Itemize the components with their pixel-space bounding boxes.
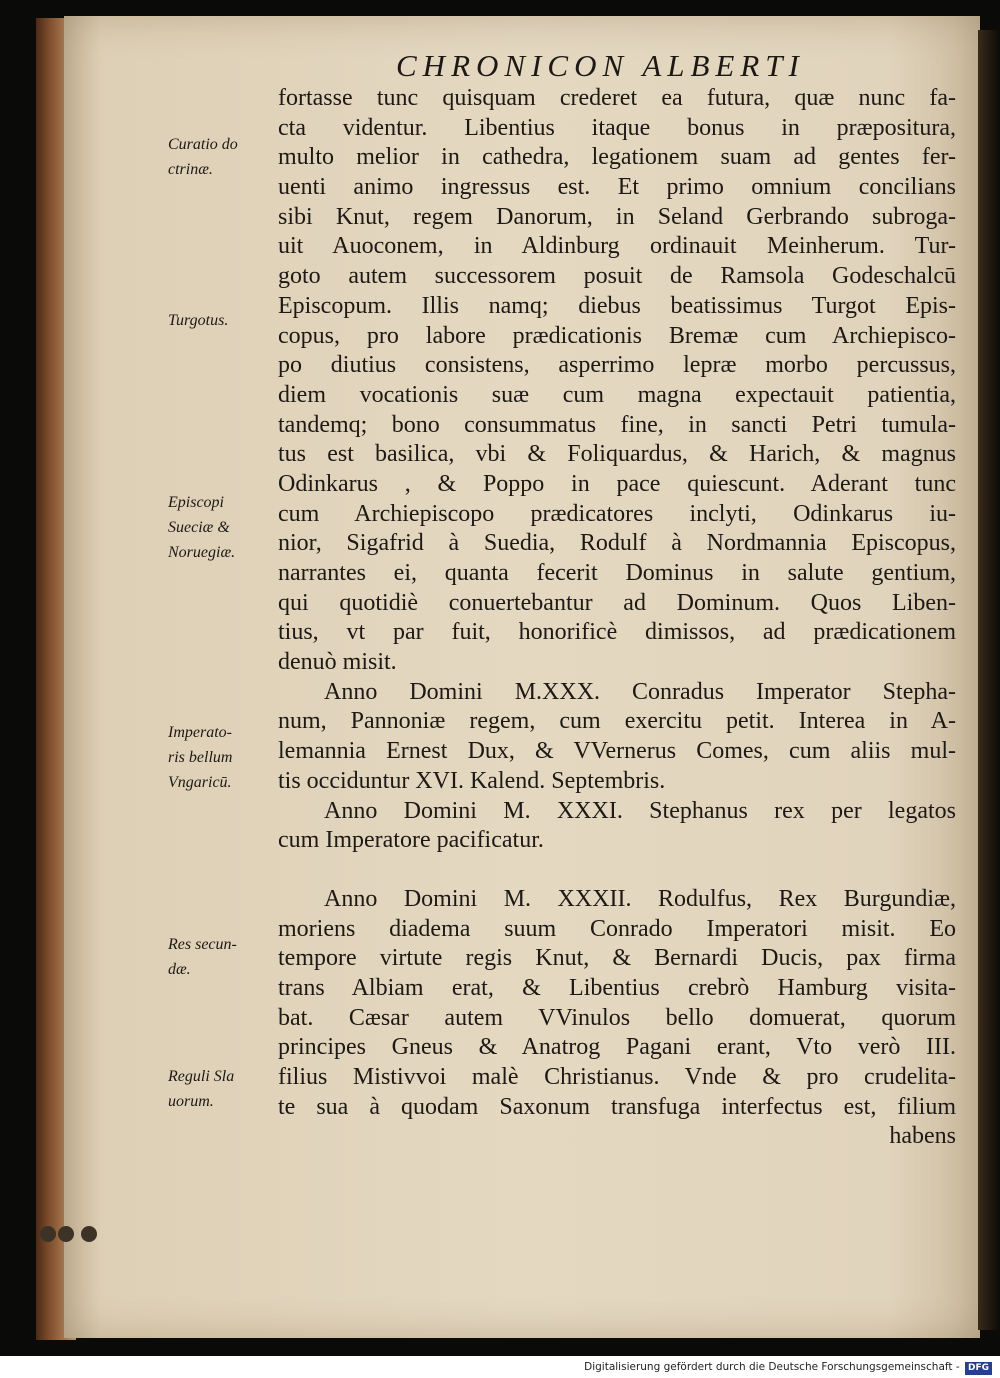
margin-note: [168, 1064, 234, 1114]
margin-note-line: Turgotus.: [168, 312, 229, 329]
margin-note-line: dæ.: [168, 961, 191, 978]
dfg-logo-icon: DFG: [965, 1362, 992, 1375]
text-line: denuò misit.: [278, 649, 397, 676]
text-line: Episcopum. Illis namq; diebus beatissimus Turgot Epis-: [278, 292, 956, 319]
text-line: trans Albiam erat, & Libentius crebrò Hamburg visita-: [278, 974, 956, 1001]
text-line: uenti animo ingressus est. Et primo omnium concilians: [278, 174, 956, 201]
margin-note-line: Imperato-: [168, 724, 232, 741]
margin-note: [168, 720, 232, 795]
text-line: uit Auoconem, in Aldinburg ordinauit Meinherum. Tur-: [278, 233, 956, 260]
text-line: po diutius consistens, asperrimo lepræ morbo percussus,: [278, 352, 956, 379]
margin-note-line: Reguli Sla: [168, 1068, 235, 1085]
margin-note-line: Vngaricū.: [168, 774, 232, 791]
text-line: tius, vt par fuit, honorificè dimissos, ad prædicationem: [278, 619, 956, 646]
text-line: filius Mistivvoi malè Christianus. Vnde & pro crudelita-: [278, 1064, 956, 1090]
running-head: CHRONICON ALBERTI: [396, 48, 805, 83]
text-line: cta videntur. Libentius itaque bonus in præpositura,: [278, 114, 956, 141]
text-line: goto autem successorem posuit de Ramsola Godeschalcū: [278, 263, 956, 290]
text-line: copus, pro labore prædicationis Bremæ cum Archiepisco-: [278, 322, 956, 349]
margin-note: [168, 308, 228, 333]
text-line: num, Pannoniæ regem, cum exercitu petit. Interea in A-: [278, 708, 956, 735]
page-right-edge: [978, 30, 1000, 1330]
text-line: nior, Sigafrid à Suedia, Rodulf à Nordmannia Episcopus,: [278, 530, 956, 557]
text-line: lemannia Ernest Dux, & VVernerus Comes, cum aliis mul-: [278, 738, 956, 765]
text-line: tus est basilica, vbi & Foliquardus, & Harich, & magnus: [278, 441, 956, 468]
text-line: principes Gneus & Anatrog Pagani erant, Vto verò III.: [278, 1034, 956, 1061]
margin-note-line: Episcopi: [168, 494, 224, 511]
text-line: bat. Cæsar autem VVinulos bello domuerat, quorum: [278, 1004, 956, 1031]
body-text: [278, 84, 956, 1152]
text-line: Anno Domini M. XXXII. Rodulfus, Rex Burgundiæ,: [324, 885, 956, 912]
margin-note-line: Curatio do: [168, 136, 238, 153]
text-line: cum Imperatore pacificatur.: [278, 827, 544, 854]
margin-note-line: uorum.: [168, 1093, 214, 1110]
text-line: tempore virtute regis Knut, & Bernardi Ducis, pax firma: [278, 945, 956, 972]
margin-note: [168, 932, 237, 982]
scan-dot-icon: [58, 1226, 74, 1242]
text-line: tis occiduntur XVI. Kalend. Septembris.: [278, 767, 666, 794]
text-line: qui quotidiè conuertebantur ad Dominum. Quos Liben-: [278, 589, 956, 616]
text-line: moriens diadema suum Conrado Imperatori misit. Eo: [278, 915, 956, 942]
text-line: Odinkarus , & Poppo in pace quiescunt. Aderant tunc: [278, 470, 956, 497]
text-line: Anno Domini M.XXX. Conradus Imperator Stepha-: [324, 678, 956, 705]
margin-note-line: Noruegiæ.: [168, 544, 236, 561]
paragraph-gap: [278, 856, 956, 885]
text-line: te sua à quodam Saxonum transfuga interfectus est, filium: [278, 1093, 956, 1120]
margin-note: [168, 490, 235, 565]
scan-dot-icon: [81, 1226, 97, 1242]
text-line: sibi Knut, regem Danorum, in Seland Gerbrando subroga-: [278, 203, 956, 230]
text-line: fortasse tunc quisquam crederet ea futura, quæ nunc fa-: [278, 85, 956, 111]
margin-note-line: ctrinæ.: [168, 161, 213, 178]
text-line: diem vocationis suæ cum magna expectauit patientia,: [278, 381, 956, 408]
margin-note-line: Res secun-: [168, 936, 237, 953]
text-line: tandemq; bono consummatus fine, in sancti Petri tumula-: [278, 411, 956, 438]
text-line: multo melior in cathedra, legationem suam ad gentes fer-: [278, 144, 956, 171]
margin-note-line: Sueciæ &: [168, 519, 230, 536]
catchword: habens: [889, 1123, 956, 1150]
text-line: cum Archiepiscopo prædicatores inclyti, Odinkarus iu-: [278, 500, 956, 527]
text-line: Anno Domini M. XXXI. Stephanus rex per legatos: [324, 797, 956, 824]
digitization-credit: [584, 1361, 992, 1375]
margin-note: [168, 132, 238, 182]
credit-text: Digitalisierung gefördert durch die Deutsche Forschungsgemeinschaft -: [584, 1361, 960, 1373]
margin-note-line: ris bellum: [168, 749, 233, 766]
scan-dot-icon: [40, 1226, 56, 1242]
text-line: narrantes ei, quanta fecerit Dominus in salute gentium,: [278, 560, 956, 586]
